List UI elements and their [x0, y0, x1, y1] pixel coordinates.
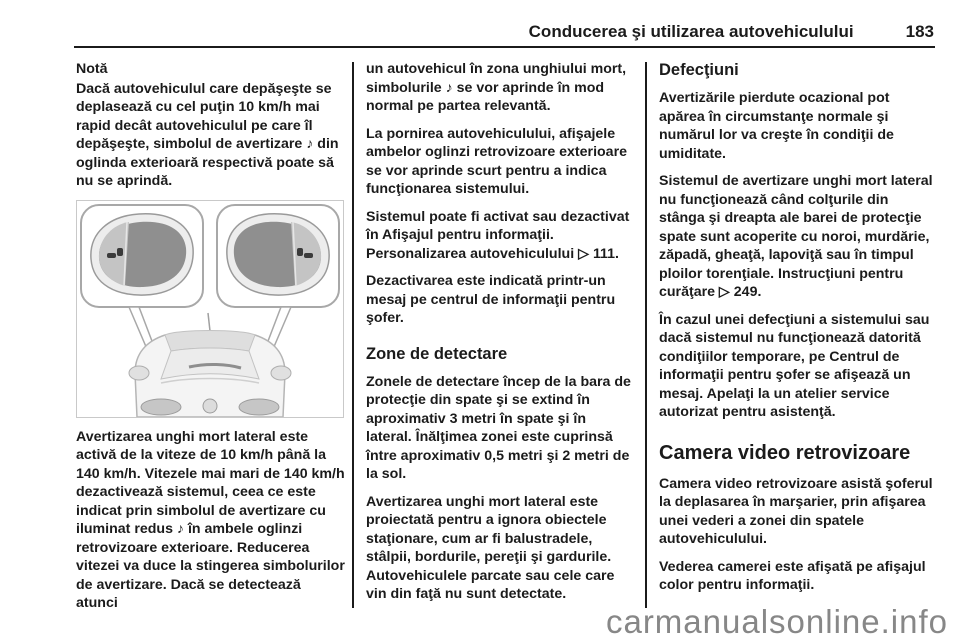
- car-left-mirror: [129, 366, 149, 380]
- section-heading-faults: Defecţiuni: [659, 61, 739, 79]
- mirror-illustration-svg: [77, 201, 343, 417]
- car-antenna: [208, 313, 210, 331]
- chapter-title: Conducerea şi utilizarea autovehiculului: [528, 22, 854, 41]
- paragraph: Dezactivarea este indicată printr-un mesaj pe centrul de informaţii pentru şofer.: [366, 273, 616, 326]
- car-right-headlight: [239, 399, 279, 415]
- note-label: Notă: [76, 61, 108, 77]
- chapter-heading-rear-view-camera: Camera video retrovizoare: [659, 441, 911, 464]
- column-1: [76, 60, 346, 622]
- watermark: carmanualsonline.info: [605, 603, 948, 640]
- header-rule: [74, 46, 935, 48]
- column-2: [366, 60, 634, 613]
- paragraph: Sistemul poate fi activat sau dezactivat în Afişajul pentru informaţii. Personalizarea autovehiculului ▷ 111.: [366, 208, 630, 262]
- paragraph: Avertizările pierdute ocazional pot apărea în circumstanţe normale şi numărul lor va creşte în condiţii de umiditate.: [659, 90, 894, 162]
- column-divider-2: [645, 62, 647, 608]
- paragraph: Camera video retrovizoare asistă şoferul la deplasarea în marşarier, prin afişarea unei vederi a zonei din spatele autovehiculului.: [659, 475, 933, 547]
- column-3: [659, 60, 936, 604]
- section-heading-detection-zones: Zone de detectare: [366, 344, 508, 363]
- paragraph: un autovehicul în zona unghiului mort, simbolurile ♪ se vor aprinde în mod normal pe partea relevantă.: [366, 61, 627, 114]
- car-emblem: [203, 399, 217, 413]
- paragraph: Vederea camerei este afişată pe afişajul color pentru informaţii.: [659, 558, 926, 593]
- column-divider-1: [352, 62, 354, 608]
- mirror-illustration: [76, 200, 344, 418]
- car-left-headlight: [141, 399, 181, 415]
- paragraph: În cazul unei defecţiuni a sistemului sau dacă sistemul nu funcţionează datorită condiţiilor temporare, pe Centrul de informaţii pentru şofer se afişează un mesaj. Apelaţi la un atelier service autorizat pentru asistenţă.: [659, 311, 930, 420]
- paragraph: Sistemul de avertizare unghi mort lateral nu funcţionează când colţurile din stânga şi dreapta ale barei de protecţie spate sunt acoperite cu noroi, murdărie, zăpadă, gheaţă, lapoviţă sau în timpul ploilor torenţiale. Instrucţiuni pentru curăţare ▷ 249.: [659, 173, 933, 300]
- car-right-mirror: [271, 366, 291, 380]
- paragraph: La pornirea autovehiculului, afişajele ambelor oglinzi retrovizoare exterioare se vor aprinde scurt pentru a indica funcţionarea sistemului.: [366, 125, 627, 197]
- page-number: 183: [905, 22, 934, 41]
- car-front-illustration: [129, 313, 291, 417]
- paragraph: Zonele de detectare încep de la bara de protecţie din spate şi se extind în aproximativ 3 metri în spate şi în lateral. Înălţimea zonei este cuprinsă între aproximativ 0,5 metri şi 2 metri de la sol.: [366, 373, 631, 482]
- page-header: [529, 22, 934, 42]
- note-text: Dacă autovehiculul care depăşeşte se deplasează cu cel puţin 10 km/h mai rapid decât autovehiculul pe care îl depăşeşte, simbolul de avertizare ♪ din oglinda exterioară respectivă poate să nu se aprindă.: [76, 80, 339, 189]
- paragraph: Avertizarea unghi mort lateral este activă de la viteze de 10 km/h până la 140 km/h. Vitezele mai mari de 140 km/h dezactivează sistemul, ceea ce este indicat prin simbolul de avertizare cu iluminat redus ♪ în ambele oglinzi retrovizoare exterioare. Reducerea vitezei va duce la stingerea simbolurilor de avertizare. Dacă se detectează atunci: [76, 428, 345, 611]
- paragraph: Avertizarea unghi mort lateral este proiectată pentru a ignora obiectele staţionare, cum ar fi balustradele, stâlpii, bordurile, pereţii şi gardurile. Autovehiculele parcate sau cele care vin din faţă nu sunt detectate.: [366, 493, 615, 602]
